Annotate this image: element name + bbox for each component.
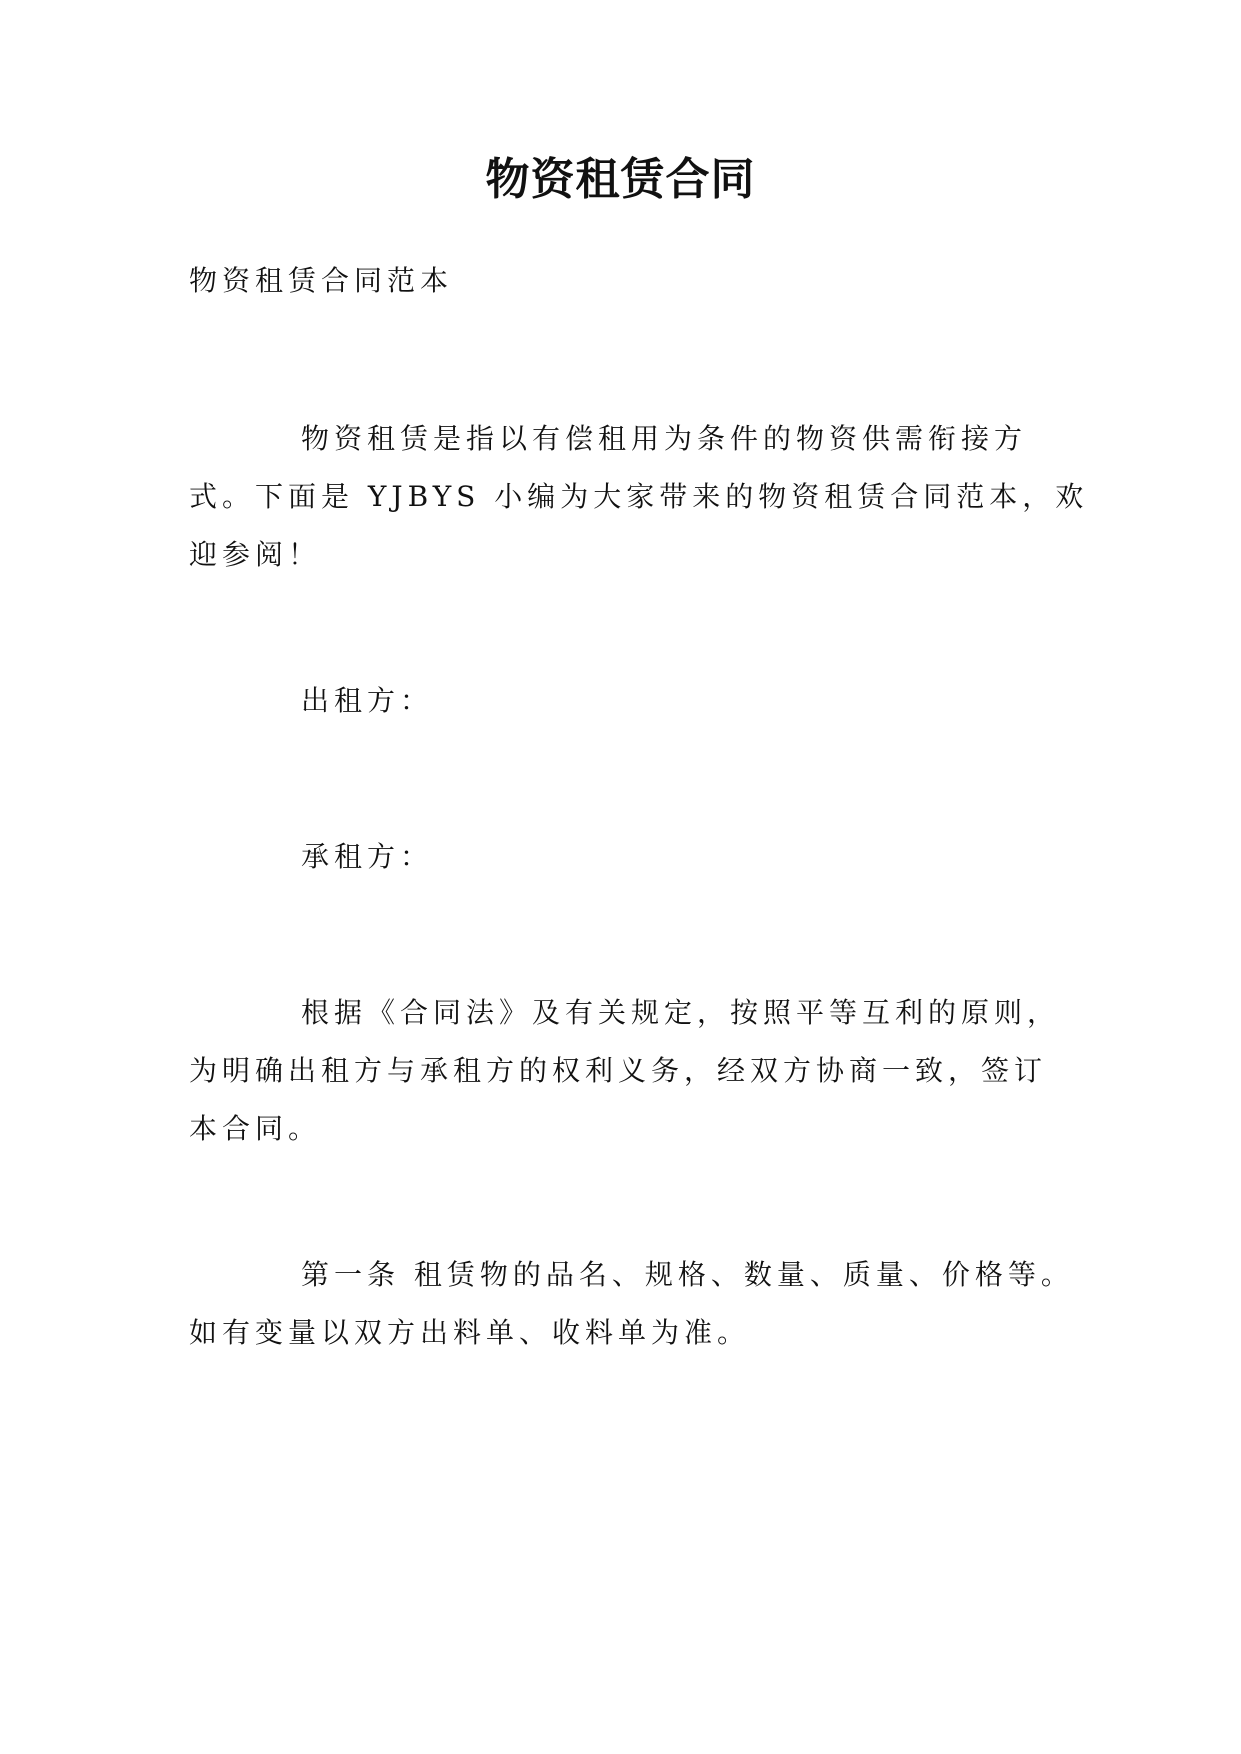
preamble-line-3: 本合同。 — [189, 1112, 322, 1145]
preamble-paragraph — [189, 984, 1059, 1158]
lessee-field — [189, 828, 1059, 886]
document-subtitle — [189, 252, 1059, 310]
article-1-paragraph — [189, 1246, 1074, 1362]
preamble-line-1: 根据《合同法》及有关规定，按照平等互利的原则， — [301, 996, 1061, 1029]
document-title: 物资租赁合同 — [485, 154, 756, 205]
lessee-label: 承租方： — [301, 840, 434, 873]
lessor-field — [189, 672, 1059, 730]
intro-paragraph — [189, 410, 1089, 584]
preamble-line-2: 为明确出租方与承租方的权利义务，经双方协商一致，签订 — [189, 1054, 1048, 1087]
intro-line-1: 物资租赁是指以有偿租用为条件的物资供需衔接方 — [301, 422, 1028, 455]
intro-line-2: 式。下面是 YJBYS 小编为大家带来的物资租赁合同范本，欢 — [189, 480, 1089, 513]
lessor-label: 出租方： — [301, 684, 434, 717]
article-1-line-2: 如有变量以双方出料单、收料单为准。 — [189, 1316, 751, 1349]
article-1-line-1: 第一条 租赁物的品名、规格、数量、质量、价格等。 — [301, 1258, 1074, 1291]
subtitle-text: 物资租赁合同范本 — [189, 264, 454, 297]
intro-line-3: 迎参阅！ — [189, 538, 322, 571]
